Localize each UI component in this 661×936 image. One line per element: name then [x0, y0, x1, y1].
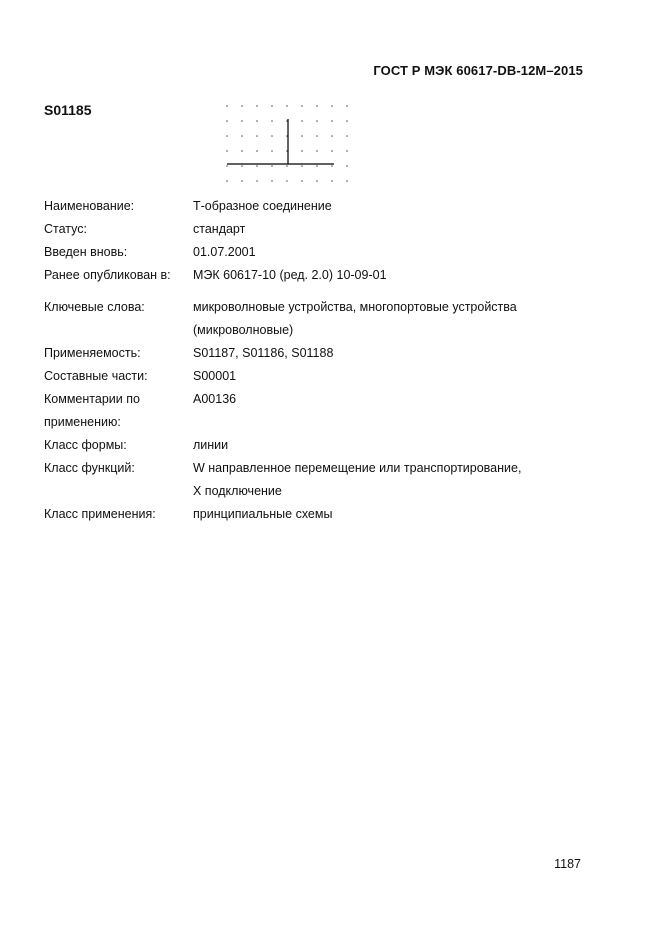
field-value: A00136 [193, 392, 237, 406]
grid-dot [346, 165, 348, 167]
grid-dot [271, 135, 273, 137]
field-name-row [44, 195, 604, 218]
grid-dot [256, 150, 258, 152]
document-standard-header: ГОСТ Р МЭК 60617-DB-12M–2015 [373, 63, 583, 78]
grid-dot [331, 165, 333, 167]
field-label: Ранее опубликован в: [44, 268, 171, 282]
grid-dot [271, 150, 273, 152]
field-value: принципиальные схемы [193, 507, 333, 521]
symbol-code: S01185 [44, 102, 92, 118]
field-keywords-row [44, 296, 604, 342]
grid-dot [286, 105, 288, 107]
grid-dot [316, 165, 318, 167]
grid-dot [316, 105, 318, 107]
field-value: W направленное перемещение или транспортирование, [193, 461, 522, 475]
grid-dot [256, 180, 258, 182]
grid-dot [226, 135, 228, 137]
field-previously-published-row [44, 264, 604, 287]
field-label: Ключевые слова: [44, 300, 145, 314]
grid-dot [331, 180, 333, 182]
grid-dot [331, 105, 333, 107]
field-value: Т-образное соединение [193, 199, 332, 213]
grid-dot [301, 150, 303, 152]
grid-dot [226, 180, 228, 182]
field-value: S00001 [193, 369, 237, 383]
field-label: Наименование: [44, 199, 135, 213]
grid-dot [346, 180, 348, 182]
grid-dot [226, 120, 228, 122]
grid-dot [256, 105, 258, 107]
field-value: линии [193, 438, 229, 452]
grid-dot [271, 105, 273, 107]
grid-dot [241, 150, 243, 152]
field-applicability-row [44, 342, 604, 365]
field-function-class-row [44, 457, 604, 503]
field-value: микроволновые устройства, многопортовые устройства [193, 300, 517, 314]
t-junction-symbol-icon [222, 102, 352, 192]
field-label: Комментарии по [44, 392, 140, 406]
grid-dot [316, 180, 318, 182]
grid-dot [331, 150, 333, 152]
grid-dot [256, 120, 258, 122]
grid-dot [346, 150, 348, 152]
grid-dot [301, 165, 303, 167]
grid-dot [346, 105, 348, 107]
grid-dot [241, 105, 243, 107]
symbol-attributes [44, 195, 604, 526]
grid-dot [331, 135, 333, 137]
field-label: Составные части: [44, 369, 148, 383]
field-application-notes-row [44, 388, 604, 434]
grid-dot [241, 180, 243, 182]
field-label: Класс применения: [44, 507, 156, 521]
grid-dot [346, 135, 348, 137]
grid-dot [226, 165, 228, 167]
grid-dot [241, 120, 243, 122]
field-label: Класс функций: [44, 461, 135, 475]
grid-dot [271, 165, 273, 167]
grid-dot [271, 120, 273, 122]
page-number: 1187 [554, 857, 581, 871]
field-value: (микроволновые) [193, 323, 294, 337]
field-components-row [44, 365, 604, 388]
field-label: Введен вновь: [44, 245, 128, 259]
field-label: Применяемость: [44, 346, 141, 360]
grid-dot [241, 165, 243, 167]
field-value: S01187, S01186, S01188 [193, 346, 334, 360]
field-label: применению: [44, 415, 121, 429]
grid-dot [331, 120, 333, 122]
field-value: 01.07.2001 [193, 245, 256, 259]
grid-dot [286, 180, 288, 182]
grid-dot [301, 180, 303, 182]
field-value: стандарт [193, 222, 246, 236]
field-label: Статус: [44, 222, 87, 236]
grid-dot [256, 135, 258, 137]
grid-dot [316, 120, 318, 122]
grid-dot [256, 165, 258, 167]
grid-dot [316, 150, 318, 152]
grid-dot [226, 105, 228, 107]
field-value: МЭК 60617-10 (ред. 2.0) 10-09-01 [193, 268, 387, 282]
grid-dot [226, 150, 228, 152]
grid-dot [316, 135, 318, 137]
field-value: X подключение [193, 484, 282, 498]
grid-dot [301, 135, 303, 137]
field-application-class-row [44, 503, 604, 526]
grid-dot [271, 180, 273, 182]
field-shape-class-row [44, 434, 604, 457]
grid-dot [346, 120, 348, 122]
field-introduced-row [44, 241, 604, 264]
grid-dot [301, 105, 303, 107]
field-status-row [44, 218, 604, 241]
grid-dot [286, 165, 288, 167]
field-label: Класс формы: [44, 438, 127, 452]
grid-dot [241, 135, 243, 137]
grid-dot [301, 120, 303, 122]
